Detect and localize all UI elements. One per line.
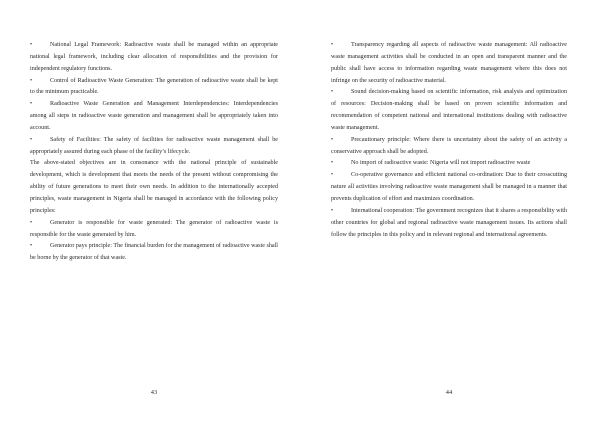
bullet-icon	[30, 99, 50, 111]
list-item	[331, 158, 567, 170]
bullet-icon	[331, 206, 351, 218]
list-item-text: National Legal Framework: Radioactive waste shall be managed within an appropriate national legal framework, including clear allocation of responsibilities and the provision for independent regulatory functions.	[30, 42, 278, 72]
left-page	[30, 0, 278, 424]
list-item	[30, 218, 278, 242]
bullet-icon	[30, 135, 50, 147]
bullet-icon	[331, 158, 351, 170]
list-item-text: Co-operative governance and efficient national co-ordination: Due to their crosscutting nature all activities involving radioactive waste management shall be managed in a manner that prevents duplication of effort and maximizes coordination.	[331, 172, 567, 202]
left-page-text	[30, 40, 278, 265]
list-item-text: Radioactive Waste Generation and Management Interdependencies: Interdependencies among all steps in radioactive waste generation and management shall be appropriately taken into account.	[30, 101, 278, 131]
list-item-text: Control of Radioactive Waste Generation: The generation of radioactive waste shall be kept to the minimum practicable.	[30, 77, 278, 96]
list-item-text: Precautionary principle: Where there is uncertainty about the safety of an activity a conservative approach shall be adopted.	[331, 136, 567, 155]
list-item	[331, 206, 567, 242]
list-item	[331, 40, 567, 87]
list-item-text: International cooperation: The government recognizes that it shares a responsibility with other countries for global and regional radioactive waste management issues. Its actions shall follow the principles in this policy and in relevant regional and international agreements.	[331, 207, 567, 238]
bullet-icon	[331, 135, 351, 147]
bullet-icon	[331, 87, 351, 99]
list-item-text: No import of radioactive waste: Nigeria will not import radioactive waste	[351, 160, 531, 167]
right-page-text	[331, 40, 567, 241]
bullet-icon	[30, 76, 50, 88]
list-item	[30, 99, 278, 135]
list-item	[30, 135, 278, 159]
bullet-icon	[30, 241, 50, 253]
bullet-icon	[331, 170, 351, 182]
list-item	[30, 40, 278, 76]
right-page	[331, 0, 567, 424]
list-item-text: Sound decision-making based on scientific information, risk analysis and optimization of resources: Decision-making shall be based on proven scientific information and recommendation of competent national and international institutions dealing with radioactive waste management.	[331, 89, 567, 131]
bullet-icon	[30, 218, 50, 230]
bullet-icon	[331, 40, 351, 52]
list-item	[30, 76, 278, 100]
page-number: 44	[445, 389, 453, 396]
list-item-text: Generator pays principle: The financial burden for the management of radioactive waste shall be borne by the generator of that waste.	[30, 243, 278, 262]
list-item	[30, 241, 278, 265]
list-item-text: Safety of Facilities: The safety of facilities for radioactive waste management shall be appropriately assured during each phase of the facility’s lifecycle.	[30, 136, 278, 155]
list-item-text: Transparency regarding all aspects of radioactive waste management: All radioactive waste management activities shall be conducted in an open and transparent manner and the public shall have access to information regarding waste management where this does not infringe on the security of radioactive material.	[331, 42, 567, 84]
bullet-icon	[30, 40, 50, 52]
list-item	[331, 170, 567, 206]
page-number: 43	[150, 389, 158, 396]
list-item	[331, 135, 567, 159]
list-item-text: Generator is responsible for waste generated: The generator of radioactive waste is responsible for the waste generated by him.	[30, 219, 278, 238]
body-paragraph: The above-stated objectives are in consonance with the national principle of sustainable development, which is development that meets the needs of the present without compromising the ability of future generations to meet their own needs. In addition to the internationally accepted principles, waste management in Nigeria shall be managed in accordance with the following policy principles:	[30, 160, 278, 214]
list-item	[331, 87, 567, 134]
